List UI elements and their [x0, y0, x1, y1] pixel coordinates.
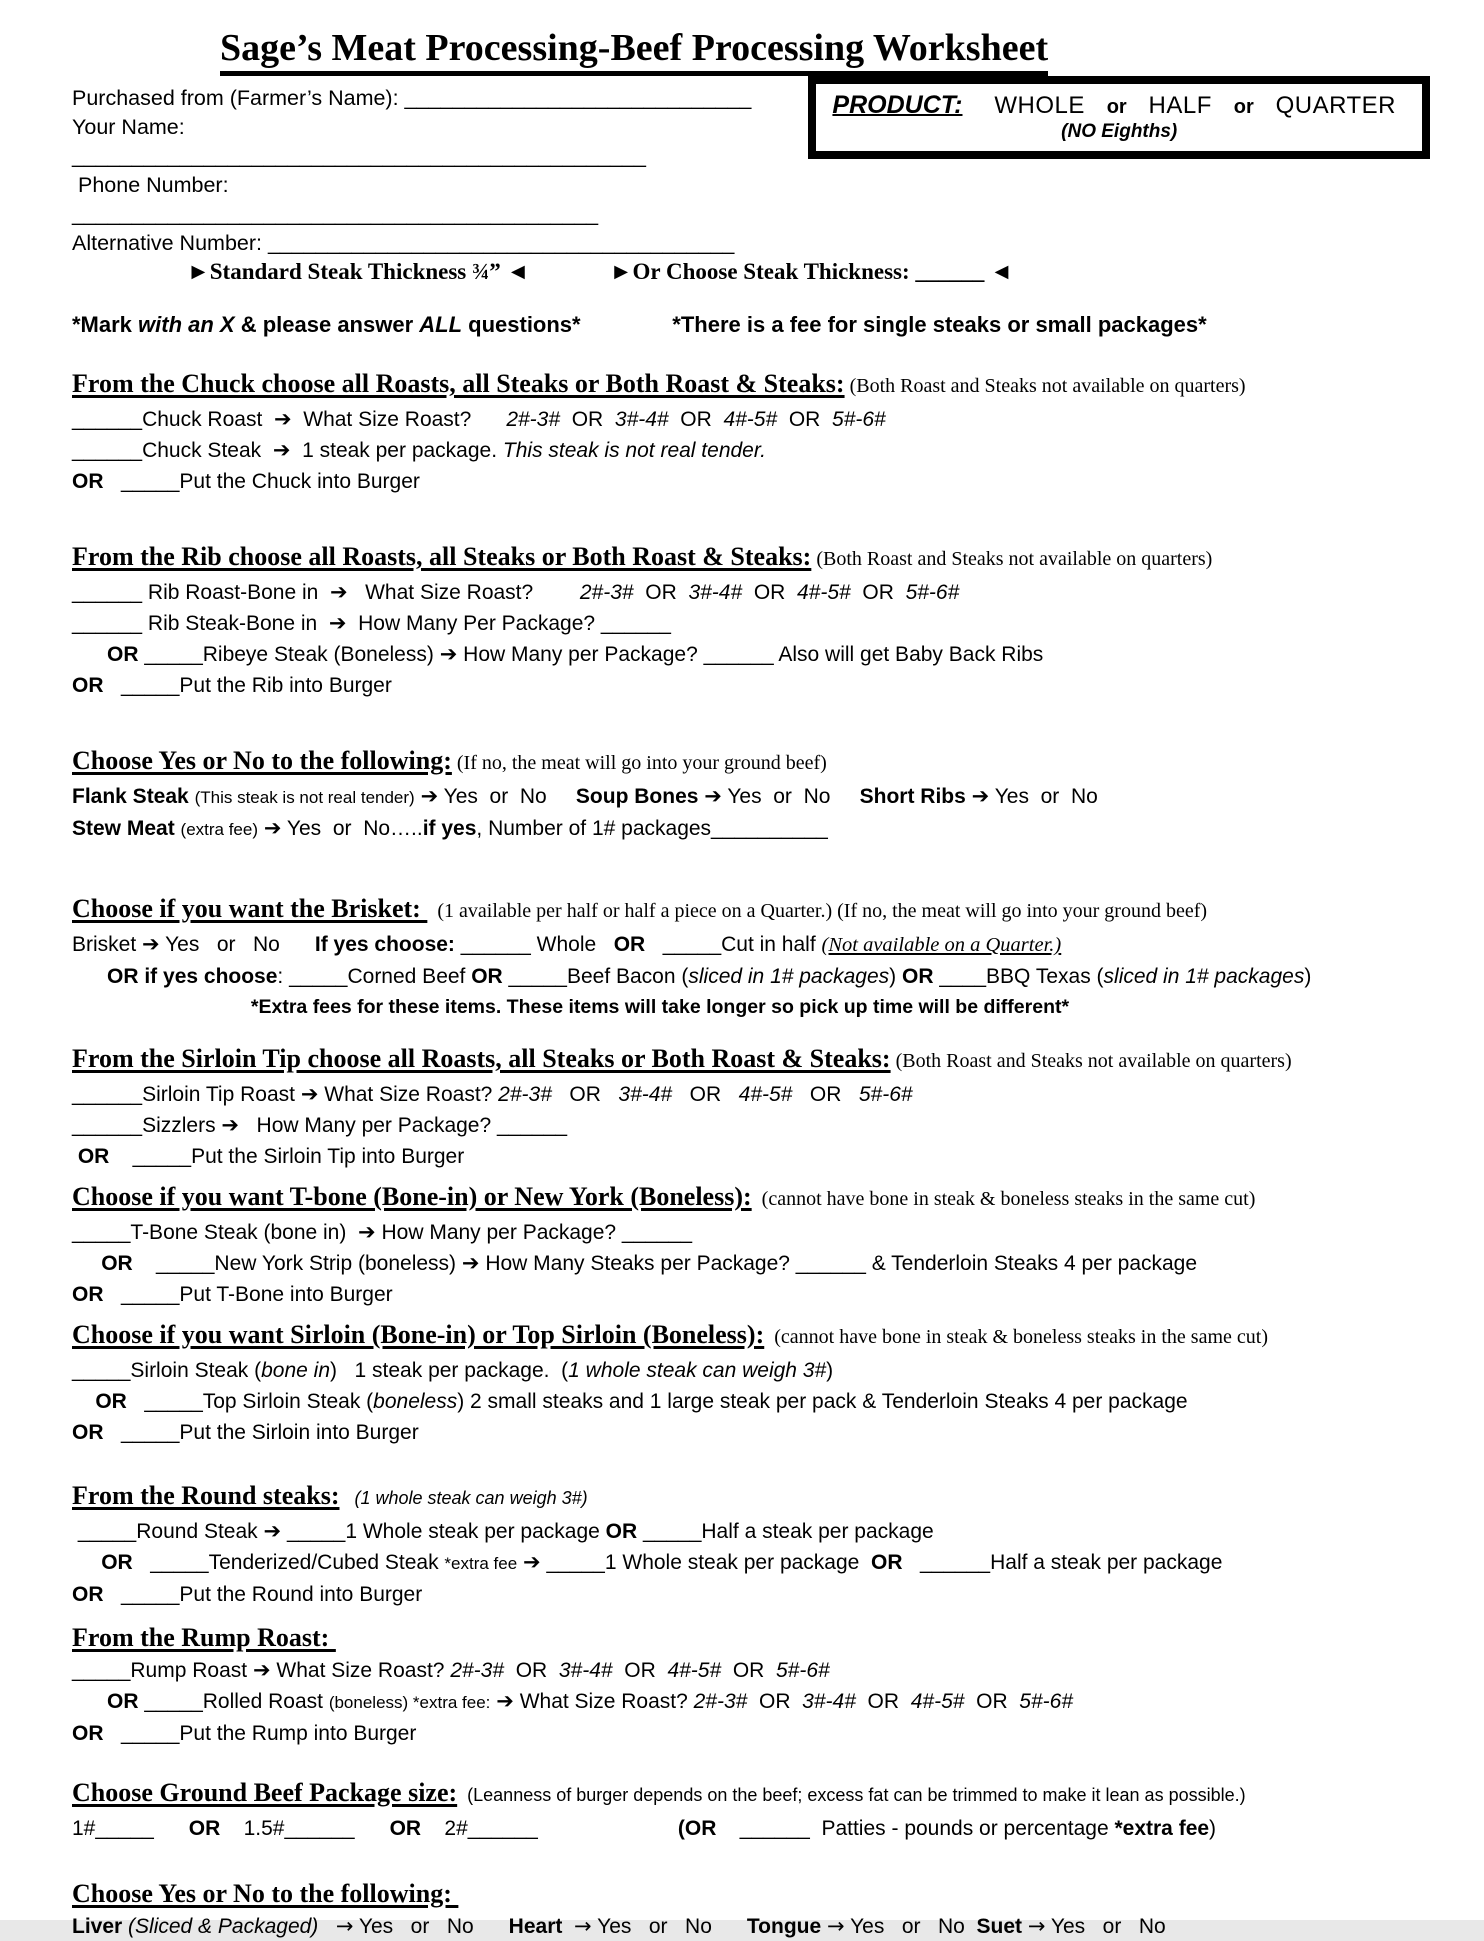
- form-line: [72, 1111, 1428, 1140]
- text-segment: (OR: [677, 1817, 717, 1840]
- section-heading-text: Choose if you want T-bone (Bone-in) or New York (Boneless):: [72, 1182, 752, 1211]
- page-title-text: Sage’s Meat Processing-Beef Processing Worksheet: [220, 26, 1048, 76]
- text-segment: *extra fee: [444, 1554, 518, 1573]
- form-line: [72, 436, 1428, 465]
- section-round: [72, 1479, 1428, 1609]
- arrow-icon: ➔: [704, 784, 722, 808]
- form-line: [72, 1142, 1428, 1171]
- arrow-icon: ➔: [330, 580, 348, 604]
- section-note: (If no, the meat will go into your ground beef): [451, 752, 827, 774]
- arrow-icon: ➔: [496, 1689, 514, 1713]
- text-segment: How Many Per Package? ______: [346, 612, 671, 635]
- product-option-quarter: QUARTER: [1275, 92, 1396, 119]
- text-segment: OR: [672, 1083, 739, 1106]
- text-segment: OR: [107, 1690, 139, 1713]
- header-fields: [72, 84, 752, 258]
- text-segment: 4#-5#: [910, 1690, 965, 1713]
- form-line: [72, 1912, 1428, 1941]
- arrow-icon: ➔: [263, 816, 282, 840]
- form-line: [72, 467, 1428, 496]
- arrow-icon: →: [827, 1914, 845, 1938]
- product-or-1: or: [1106, 96, 1127, 118]
- text-segment: ______ Rib Roast-Bone in: [72, 581, 330, 604]
- text-segment: _____Sirloin Steak (: [72, 1359, 262, 1382]
- field-alternative-number: Alternative Number: _______________________________________: [72, 231, 735, 255]
- text-segment: ►Standard Steak Thickness ¾” ◄ ►Or Choose Steak Thickness: ______ ◄: [72, 259, 1013, 284]
- section-heading-text: Choose if you want the Brisket:: [72, 894, 428, 923]
- text-segment: Yes or No: [159, 933, 315, 956]
- text-segment: _____Beef Bacon (: [502, 965, 689, 988]
- text-segment: *Extra fees for these items. These items will take longer so pick up time will be different*: [250, 996, 1070, 1018]
- text-segment: 3#-4#: [688, 581, 743, 604]
- text-segment: 4#-5#: [797, 581, 851, 604]
- text-segment: & please answer: [234, 312, 420, 337]
- arrow-icon: ➔: [263, 1519, 282, 1543]
- form-line: [72, 1687, 1428, 1717]
- form-line: [72, 1080, 1428, 1109]
- section-heading-text: From the Chuck choose all Roasts, all Steaks or Both Roast & Steaks:: [72, 369, 845, 398]
- form-line: [72, 1517, 1428, 1546]
- product-option-half: HALF: [1148, 92, 1212, 119]
- section-brisket: [72, 892, 1428, 1022]
- text-segment: OR: [901, 965, 934, 988]
- form-line: [72, 1280, 1428, 1309]
- section-note: (Both Roast and Steaks not available on quarters): [811, 548, 1213, 570]
- section-heading: [72, 1479, 1428, 1515]
- section-heading-text: From the Rib choose all Roasts, all Steaks or Both Roast & Steaks:: [72, 542, 812, 571]
- text-segment: ______Chuck Steak: [72, 439, 273, 462]
- text-segment: Short Ribs: [859, 785, 972, 808]
- text-segment: OR: [72, 1583, 104, 1606]
- text-segment: _____Cut in half: [645, 933, 822, 956]
- text-segment: OR: [668, 408, 724, 431]
- text-segment: ______Sizzlers: [72, 1114, 222, 1137]
- section-heading: [72, 1877, 1428, 1910]
- text-segment: 1 steak per package.: [290, 439, 503, 462]
- arrow-icon: →: [1027, 1914, 1046, 1938]
- text-segment: _____New York Strip (boneless): [132, 1252, 462, 1275]
- text-segment: OR: [471, 965, 503, 988]
- section-heading: [72, 1776, 1428, 1812]
- text-segment: 4#-5#: [738, 1083, 793, 1106]
- text-segment: _____Put the Sirloin into Burger: [103, 1421, 419, 1444]
- text-segment: [72, 643, 107, 666]
- text-segment: 2#-3#: [579, 581, 634, 604]
- text-segment: _____Round Steak: [72, 1520, 264, 1543]
- text-segment: ______Chuck Roast: [72, 408, 274, 431]
- text-segment: ALL: [419, 312, 463, 337]
- section-heading: [72, 1042, 1428, 1078]
- text-segment: *There is a fee for single steaks or small packages*: [672, 312, 1207, 337]
- text-segment: Yes or No: [591, 1915, 747, 1938]
- arrow-icon: ➔: [971, 784, 990, 808]
- section-note: (1 whole steak can weigh 3#): [339, 1488, 588, 1508]
- text-segment: ______ Patties - pounds or percentage: [716, 1817, 1115, 1840]
- text-segment: ): [1304, 965, 1312, 988]
- text-segment: _____Rolled Roast: [138, 1690, 329, 1713]
- arrow-icon: ➔: [300, 1082, 319, 1106]
- text-segment: ______Half a steak per package: [902, 1551, 1223, 1574]
- product-box-inner: [814, 82, 1424, 153]
- text-segment: sliced in 1# packages: [688, 965, 890, 988]
- text-segment: OR: [504, 1659, 559, 1682]
- section-heading: [72, 1180, 1428, 1216]
- text-segment: 5#-6#: [905, 581, 960, 604]
- product-label: PRODUCT:: [832, 91, 963, 119]
- section-heading-text: From the Round steaks:: [72, 1481, 340, 1510]
- text-segment: boneless: [373, 1390, 458, 1413]
- text-segment: ____BBQ Texas (: [933, 965, 1104, 988]
- section-heading: [72, 1621, 1428, 1654]
- form-line: [72, 1580, 1428, 1609]
- text-segment: OR: [101, 1252, 133, 1275]
- text-segment: ) 2 small steaks and 1 large steak per pack & Tenderloin Steaks 4 per package: [457, 1390, 1188, 1413]
- section-ground: [72, 1776, 1428, 1843]
- form-line: [72, 782, 1428, 812]
- product-note: (NO Eighths): [1061, 121, 1178, 142]
- form-line: [72, 1356, 1428, 1385]
- text-segment: OR: [855, 1690, 911, 1713]
- text-segment: Yes or No…..: [281, 817, 423, 840]
- text-segment: How Many Steaks per Package? ______ & Tenderloin Steaks 4 per package: [479, 1252, 1198, 1275]
- text-segment: if yes: [422, 817, 477, 840]
- text-segment: ______ Whole: [454, 933, 614, 956]
- text-segment: OR: [613, 933, 646, 956]
- field-phone-number: Phone Number: ____________________________________________: [72, 173, 599, 226]
- section-thickness: [72, 258, 1428, 286]
- text-segment: Yes or No: [1045, 1915, 1166, 1938]
- text-segment: [72, 965, 107, 988]
- section-sirlointip: [72, 1042, 1428, 1171]
- arrow-icon: →: [335, 1914, 354, 1938]
- text-segment: What Size Roast?: [291, 408, 507, 431]
- text-segment: What Size Roast?: [270, 1659, 451, 1682]
- text-segment: 4#-5#: [667, 1659, 722, 1682]
- text-segment: OR: [95, 1390, 127, 1413]
- text-segment: questions*: [462, 312, 581, 337]
- text-segment: This steak is not real tender.: [502, 439, 766, 462]
- section-yesno2: [72, 1877, 1428, 1941]
- arrow-icon: ➔: [252, 1658, 271, 1682]
- text-segment: 3#-4#: [618, 1083, 673, 1106]
- text-segment: _____Rump Roast: [72, 1659, 253, 1682]
- product-options-row: [832, 91, 1406, 120]
- text-segment: , Number of 1# packages__________: [476, 817, 828, 840]
- product-box: [808, 76, 1430, 159]
- text-segment: Yes or No: [353, 1915, 509, 1938]
- text-segment: How Many per Package? ______: [239, 1114, 568, 1137]
- text-segment: OR: [871, 1551, 903, 1574]
- section-heading-text: Choose Yes or No to the following:: [72, 1879, 459, 1908]
- section-heading-text: Choose Yes or No to the following:: [72, 746, 452, 775]
- text-segment: OR if yes choose: [107, 965, 278, 988]
- text-segment: Tongue: [746, 1915, 827, 1938]
- text-segment: [72, 1690, 107, 1713]
- text-segment: Stew Meat: [72, 817, 181, 840]
- text-segment: OR: [721, 1659, 776, 1682]
- section-note: (Leanness of burger depends on the beef; excess fat can be trimmed to make it lean as possible.): [457, 1785, 1246, 1805]
- arrow-icon: ➔: [273, 407, 292, 431]
- text-segment: _____Tenderized/Cubed Steak: [132, 1551, 445, 1574]
- text-segment: OR: [633, 581, 689, 604]
- text-segment: [72, 1252, 101, 1275]
- arrow-icon: ➔: [358, 1220, 376, 1244]
- text-segment: [562, 1915, 574, 1938]
- text-segment: [72, 1390, 95, 1413]
- arrow-icon: ➔: [523, 1550, 541, 1574]
- text-segment: If yes choose:: [314, 933, 455, 956]
- form-line: [72, 1548, 1428, 1578]
- section-mark: [72, 310, 1428, 339]
- section-heading: [72, 367, 1428, 403]
- text-segment: _____Put T-Bone into Burger: [103, 1283, 393, 1306]
- form-line: [72, 1814, 1428, 1843]
- section-note: (1 available per half or half a piece on a Quarter.) (If no, the meat will go into your ground beef): [427, 900, 1208, 922]
- text-segment: 2#______: [421, 1817, 678, 1840]
- text-segment: 5#-6#: [858, 1083, 913, 1106]
- section-tbone: [72, 1180, 1428, 1309]
- text-segment: OR: [77, 1145, 110, 1168]
- arrow-icon: ➔: [142, 932, 160, 956]
- text-segment: OR: [188, 1817, 221, 1840]
- text-segment: (Sliced & Packaged): [128, 1915, 319, 1938]
- text-segment: ) 1 steak per package. (: [330, 1359, 569, 1382]
- arrow-icon: ➔: [420, 784, 439, 808]
- text-segment: [72, 1551, 101, 1574]
- text-segment: _____T-Bone Steak (bone in): [72, 1221, 359, 1244]
- form-line: [72, 1656, 1428, 1685]
- form-line: [72, 930, 1428, 960]
- section-note: (Both Roast and Steaks not available on quarters): [844, 375, 1246, 397]
- text-segment: 1#_____: [72, 1817, 189, 1840]
- text-segment: 2#-3#: [506, 408, 561, 431]
- page-title: [220, 26, 1048, 76]
- text-segment: _____Ribeye Steak (Boneless): [138, 643, 440, 666]
- text-segment: OR: [101, 1551, 133, 1574]
- arrow-icon: →: [574, 1914, 592, 1938]
- text-segment: OR: [560, 408, 615, 431]
- form-line: [72, 578, 1428, 607]
- field-purchased-from: Purchased from (Farmer’s Name): _____________________________: [72, 86, 752, 110]
- text-segment: 2#-3#: [693, 1690, 748, 1713]
- text-segment: OR: [72, 1722, 104, 1745]
- text-segment: OR: [792, 1083, 859, 1106]
- text-segment: ): [1209, 1817, 1217, 1840]
- form-line: [72, 671, 1428, 700]
- text-segment: _____Put the Rump into Burger: [103, 1722, 417, 1745]
- section-note: (Both Roast and Steaks not available on quarters): [890, 1050, 1292, 1072]
- text-segment: 5#-6#: [832, 408, 886, 431]
- form-line: [72, 962, 1428, 991]
- text-segment: with an X: [138, 312, 235, 337]
- form-line: [72, 1387, 1428, 1416]
- section-heading: [72, 1318, 1428, 1354]
- text-segment: Suet: [976, 1915, 1028, 1938]
- text-segment: sliced in 1# packages: [1103, 965, 1305, 988]
- form-line: [72, 1418, 1428, 1447]
- section-yesno1: [72, 744, 1428, 844]
- form-line: [72, 1719, 1428, 1748]
- section-heading-text: From the Rump Roast:: [72, 1623, 336, 1652]
- text-segment: _____Put the Rib into Burger: [103, 674, 392, 697]
- product-option-whole: WHOLE: [994, 92, 1085, 119]
- text-segment: Liver: [72, 1915, 129, 1938]
- text-segment: _____Top Sirloin Steak (: [126, 1390, 374, 1413]
- text-segment: OR: [72, 674, 104, 697]
- section-note: (cannot have bone in steak & boneless steaks in the same cut): [751, 1188, 1256, 1210]
- text-segment: _____1 Whole steak per package: [540, 1551, 872, 1574]
- text-segment: 3#-4#: [558, 1659, 613, 1682]
- text-segment: ): [889, 965, 902, 988]
- text-segment: [581, 312, 673, 337]
- section-heading-text: From the Sirloin Tip choose all Roasts, all Steaks or Both Roast & Steaks:: [72, 1044, 891, 1073]
- form-line: [72, 405, 1428, 434]
- text-segment: OR: [72, 470, 104, 493]
- section-note: (cannot have bone in steak & boneless steaks in the same cut): [764, 1326, 1268, 1348]
- arrow-icon: ➔: [328, 611, 347, 635]
- text-segment: : _____Corned Beef: [277, 965, 472, 988]
- text-segment: _____Put the Sirloin Tip into Burger: [109, 1145, 465, 1168]
- text-segment: OR: [107, 643, 139, 666]
- form-line: [72, 609, 1428, 638]
- text-segment: What Size Roast?: [513, 1690, 694, 1713]
- text-segment: What Size Roast?: [318, 1083, 499, 1106]
- text-segment: 5#-6#: [776, 1659, 830, 1682]
- text-segment: What Size Roast?: [347, 581, 580, 604]
- text-segment: How Many per Package? ______ Also will get Baby Back Ribs: [457, 643, 1044, 666]
- text-segment: OR: [742, 581, 797, 604]
- text-segment: _____Put the Round into Burger: [103, 1583, 423, 1606]
- text-segment: Soup Bones: [575, 785, 705, 808]
- text-segment: OR: [612, 1659, 668, 1682]
- section-rib: [72, 540, 1428, 700]
- text-segment: How Many per Package? ______: [375, 1221, 693, 1244]
- section-sirloin: [72, 1318, 1428, 1447]
- text-segment: OR: [389, 1817, 422, 1840]
- text-segment: OR: [551, 1083, 619, 1106]
- arrow-icon: ➔: [272, 438, 291, 462]
- text-segment: (extra fee): [180, 820, 259, 839]
- text-segment: OR: [72, 1283, 104, 1306]
- text-segment: OR: [605, 1520, 638, 1543]
- text-segment: 4#-5#: [723, 408, 778, 431]
- text-segment: _____Put the Chuck into Burger: [103, 470, 420, 493]
- section-heading: [72, 892, 1428, 928]
- text-segment: ): [826, 1359, 834, 1382]
- text-segment: Yes or No: [438, 785, 576, 808]
- field-your-name: Your Name: ________________________________________________: [72, 115, 646, 168]
- arrow-icon: ➔: [461, 1251, 480, 1275]
- worksheet-sections: [72, 258, 1428, 1941]
- form-line: [72, 640, 1428, 669]
- text-segment: Brisket: [72, 933, 143, 956]
- text-segment: *extra fee: [1114, 1817, 1210, 1840]
- text-segment: bone in: [261, 1359, 331, 1382]
- text-segment: (boneless) *extra fee:: [328, 1693, 491, 1712]
- product-or-2: or: [1233, 96, 1254, 118]
- text-segment: [318, 1915, 336, 1938]
- text-segment: 3#-4#: [802, 1690, 856, 1713]
- text-segment: 2#-3#: [450, 1659, 505, 1682]
- arrow-icon: ➔: [439, 642, 458, 666]
- section-heading-text: Choose Ground Beef Package size:: [72, 1778, 458, 1807]
- text-segment: _____1 Whole steak per package: [281, 1520, 606, 1543]
- section-rump: [72, 1621, 1428, 1748]
- form-line: [72, 993, 1428, 1022]
- section-chuck: [72, 367, 1428, 496]
- form-line: [72, 1218, 1428, 1247]
- text-segment: Yes or No: [721, 785, 860, 808]
- form-line: [72, 814, 1428, 844]
- arrow-icon: ➔: [221, 1113, 240, 1137]
- text-segment: OR: [964, 1690, 1020, 1713]
- text-segment: 2#-3#: [498, 1083, 552, 1106]
- text-segment: 5#-6#: [1019, 1690, 1074, 1713]
- text-segment: (This steak is not real tender): [194, 788, 415, 807]
- text-segment: 3#-4#: [614, 408, 669, 431]
- form-line: [72, 1249, 1428, 1278]
- text-segment: _____Half a steak per package: [637, 1520, 934, 1543]
- section-heading: [72, 540, 1428, 576]
- text-segment: 1.5#______: [220, 1817, 390, 1840]
- text-segment: (Not available on a Quarter.): [821, 934, 1062, 956]
- form-line: [72, 310, 1428, 339]
- text-segment: Yes or No: [844, 1915, 977, 1938]
- text-segment: OR: [850, 581, 906, 604]
- text-segment: OR: [72, 1421, 104, 1444]
- text-segment: *Mark: [72, 312, 139, 337]
- text-segment: Heart: [508, 1915, 563, 1938]
- text-segment: OR: [747, 1690, 803, 1713]
- text-segment: Flank Steak: [72, 785, 195, 808]
- section-heading: [72, 744, 1428, 780]
- text-segment: ______Sirloin Tip Roast: [72, 1083, 301, 1106]
- text-segment: Yes or No: [989, 785, 1098, 808]
- form-line: [72, 258, 1428, 286]
- text-segment: OR: [777, 408, 833, 431]
- text-segment: 1 whole steak can weigh 3#: [568, 1359, 827, 1382]
- section-heading-text: Choose if you want Sirloin (Bone-in) or Top Sirloin (Boneless):: [72, 1320, 765, 1349]
- text-segment: ______ Rib Steak-Bone in: [72, 612, 329, 635]
